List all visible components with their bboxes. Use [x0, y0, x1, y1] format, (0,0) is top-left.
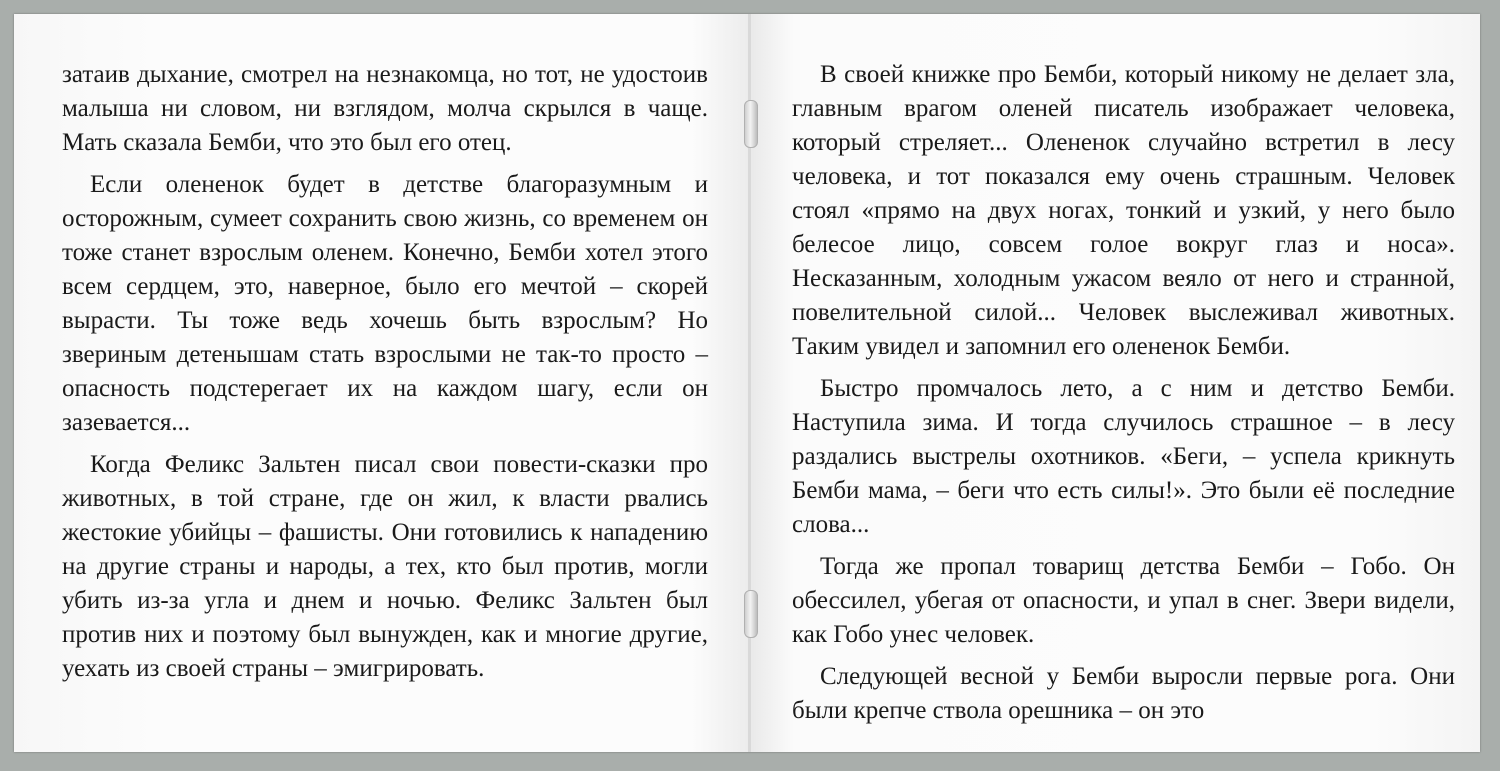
paragraph: Если олененок будет в детстве благоразумным и осторожным, сумеет сохранить свою жизнь, со временем он тоже станет взрослым оленем. Конечно, Бемби хотел этого всем сердцем, это, наверное, было его мечтой – скорей вырасти. Ты тоже ведь хочешь быть взрослым? Но звериным детенышам стать взрослыми не так-то просто – опасность подстерегает их на каждом шагу, если он зазевается...: [62, 171, 708, 436]
staple-bottom: [744, 590, 758, 638]
left-page-text: [62, 58, 708, 694]
paragraph: затаив дыхание, смотрел на незнакомца, но тот, не удостоив малыша ни словом, ни взглядом, молча скрылся в чаще. Мать сказала Бемби, что это был его отец.: [62, 61, 708, 156]
left-page: [14, 14, 750, 752]
right-page-text: [792, 58, 1455, 736]
staple-top: [744, 100, 758, 148]
paragraph: Быстро промчалось лето, а с ним и детство Бемби. Наступила зима. И тогда случилось страшное – в лесу раздались выстрелы охотников. «Беги, – успела крикнуть Бемби мама, – беги что есть силы!». Это были её последние слова...: [792, 375, 1455, 538]
book-spread: [14, 14, 1486, 752]
paragraph: Когда Феликс Зальтен писал свои повести-сказки про животных, в той стране, где он жил, к власти рвались жестокие убийцы – фашисты. Они готовились к нападению на другие страны и народы, а тех, кто был против, могли убить из-за угла и днем и ночью. Феликс Зальтен был против них и поэтому был вынужден, как и многие другие, уехать из своей страны – эмигрировать.: [62, 451, 708, 682]
right-page: [750, 14, 1480, 752]
paragraph: Следующей весной у Бемби выросли первые рога. Они были крепче ствола орешника – он это: [792, 663, 1455, 724]
paragraph: В своей книжке про Бемби, который никому не делает зла, главным врагом оленей писатель изображает человека, который стреляет... Олененок случайно встретил в лесу человека, и тот показался ему очень страшным. Человек стоял «прямо на двух ногах, тонкий и узкий, у него было белесое лицо, совсем голое вокруг глаз и носа». Несказанным, холодным ужасом веяло от него и странной, повелительной силой... Человек выслеживал животных. Таким увидел и запомнил его олененок Бемби.: [792, 61, 1455, 360]
paragraph: Тогда же пропал товарищ детства Бемби – Гобо. Он обессилел, убегая от опасности, и упал в снег. Звери видели, как Гобо унес человек.: [792, 553, 1455, 648]
